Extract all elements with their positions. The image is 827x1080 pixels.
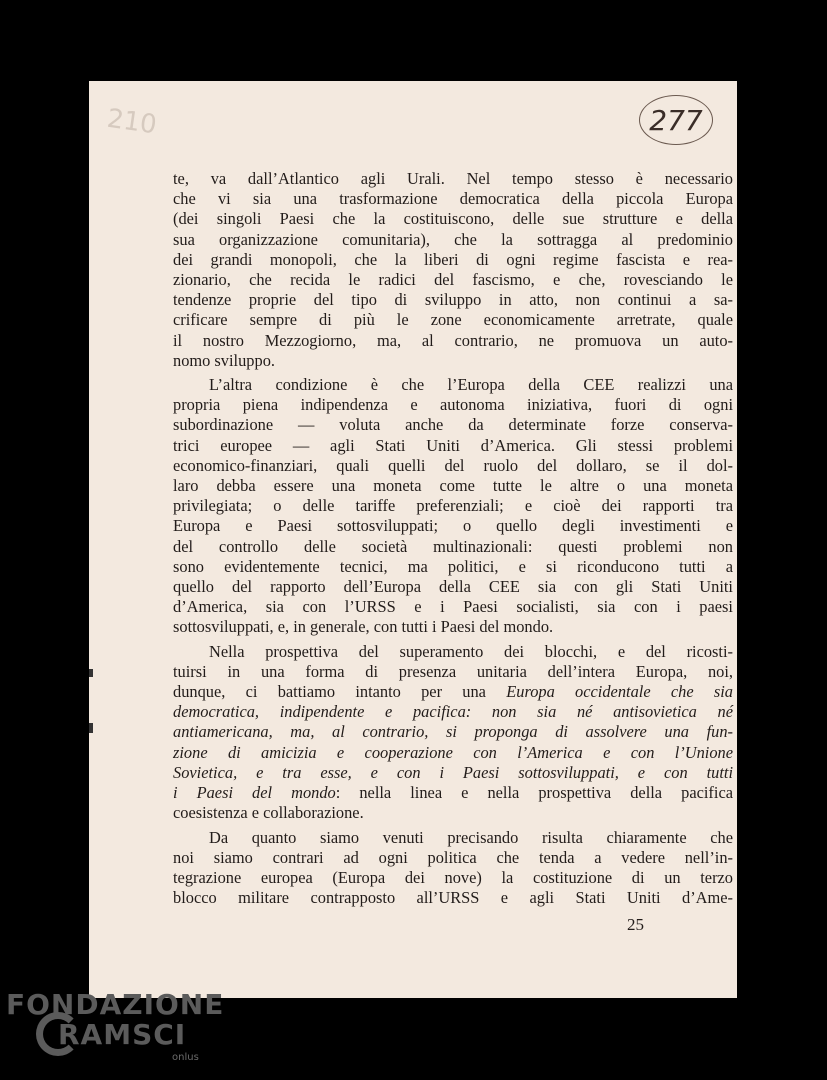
- text-line: del controllo delle società multinazionali: questi problemi non: [173, 536, 733, 556]
- text-line: Europa e Paesi sottosviluppati; o quello degli investimenti e: [173, 516, 733, 536]
- body-text: [173, 169, 733, 912]
- text-line: Sovietica, e tra esse, e con i Paesi sottosviluppati, e con tutti: [173, 762, 733, 782]
- text-line: quello del rapporto dell’Europa della CEE sia con gli Stati Uniti: [173, 577, 733, 597]
- italic-text: i Paesi del mondo: [173, 783, 336, 803]
- text-line: antiamericana, ma, al contrario, si proponga di assolvere una fun-: [173, 722, 733, 742]
- text-line: blocco militare contrapposto all’URSS e agli Stati Uniti d’Ame-: [173, 888, 733, 908]
- fondazione-gramsci-logo: [6, 988, 225, 1063]
- text-line: [173, 783, 733, 803]
- text-line: tendenze proprie del tipo di sviluppo in atto, non continui a sa-: [173, 290, 733, 310]
- logo-g-icon: [36, 1012, 80, 1056]
- text-line: Da quanto siamo venuti precisando risulta chiaramente che: [209, 827, 733, 847]
- pencil-page-number: 210: [105, 103, 159, 141]
- paragraph-1: [173, 169, 733, 371]
- text-line: trici europee — agli Stati Uniti d’America. Gli stessi problemi: [173, 435, 733, 455]
- margin-mark: [89, 723, 93, 733]
- text-line: te, va dall’Atlantico agli Urali. Nel tempo stesso è necessario: [173, 169, 733, 188]
- text-line: coesistenza e collaborazione.: [173, 803, 364, 823]
- text-line: tuirsi in una forma di presenza unitaria dell’intera Europa, noi,: [173, 661, 733, 681]
- text-line: che vi sia una trasformazione democratica della piccola Europa: [173, 189, 733, 209]
- text-line: [173, 682, 733, 702]
- text-line: zione di amicizia e cooperazione con l’America e con l’Unione: [173, 742, 733, 762]
- paragraph-2: [173, 375, 733, 638]
- page-number: 25: [627, 915, 644, 934]
- paragraph-3: [173, 642, 733, 824]
- text-line: (dei singoli Paesi che la costituiscono, delle sue strutture e della: [173, 209, 733, 229]
- text-line: propria piena indipendenza e autonoma iniziativa, fuori di ogni: [173, 395, 733, 415]
- text-line: sottosviluppati, e, in generale, con tutti i Paesi del mondo.: [173, 617, 554, 637]
- text-line: sono evidentemente tecnici, ma politici, e si riconducono tutti a: [173, 556, 733, 576]
- plain-text: : nella linea e nella prospettiva della pacifica: [335, 783, 733, 803]
- text-line: laro debba essere una moneta come tutte le altre o una moneta: [173, 476, 733, 496]
- logo-line-2: RAMSCI: [58, 1018, 187, 1051]
- text-line: subordinazione — voluta anche da determinate forze conserva-: [173, 415, 733, 435]
- text-line: dei grandi monopoli, che la liberi di ogni regime fascista e rea-: [173, 249, 733, 269]
- text-line: nomo sviluppo.: [173, 350, 275, 370]
- logo-line-1: FONDAZIONE: [6, 988, 225, 1021]
- text-line: sua organizzazione comunitaria), che la sottragga al predominio: [173, 229, 733, 249]
- document-page: [89, 81, 737, 998]
- logo-subtitle: onlus: [172, 1052, 199, 1063]
- text-line: Nella prospettiva del superamento dei blocchi, e del ricosti-: [209, 641, 733, 661]
- text-line: tegrazione europea (Europa dei nove) la costituzione di un terzo: [173, 867, 733, 887]
- margin-mark: [89, 669, 93, 677]
- text-line: economico-finanziari, quali quelli del ruolo del dollaro, se il dol-: [173, 455, 733, 475]
- text-line: privilegiata; o delle tariffe preferenziali; e cioè dei rapporti tra: [173, 496, 733, 516]
- archive-page-stamp: 277: [639, 95, 713, 145]
- plain-text: dunque, ci battiamo intanto per una: [173, 682, 507, 702]
- text-line: d’America, sia con l’URSS e i Paesi socialisti, sia con i paesi: [173, 597, 733, 617]
- text-line: crificare sempre di più le zone economicamente arretrate, quale: [173, 310, 733, 330]
- text-line: il nostro Mezzogiorno, ma, al contrario, ne promuova un auto-: [173, 330, 733, 350]
- italic-text: Europa occidentale che sia: [506, 682, 734, 702]
- paragraph-4: [173, 828, 733, 909]
- text-line: L’altra condizione è che l’Europa della CEE realizzi una: [209, 375, 733, 395]
- text-line: democratica, indipendente e pacifica: non sia né antisovietica né: [173, 702, 733, 722]
- text-line: zionario, che recida le radici del fascismo, e che, rovesciando le: [173, 270, 733, 290]
- text-line: noi siamo contrari ad ogni politica che tenda a vedere nell’in-: [173, 847, 733, 867]
